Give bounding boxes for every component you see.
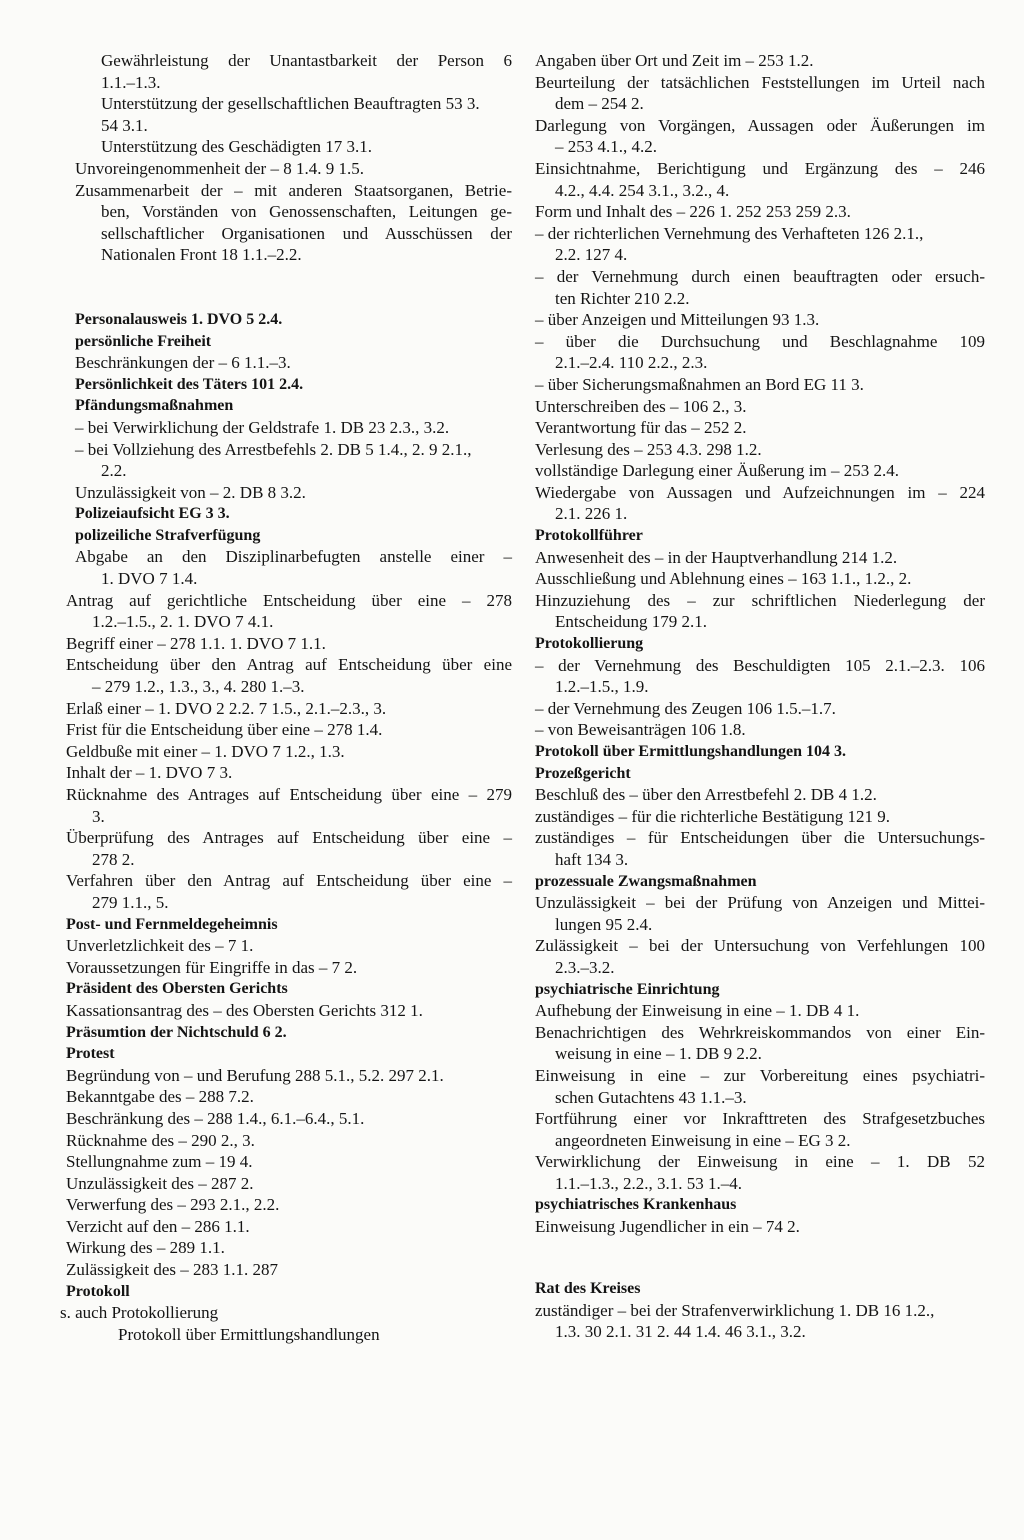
index-entry-line: Hinzuziehung des – zur schriftlichen Niederlegung der bbox=[535, 590, 985, 610]
index-entry-line: Verlesung des – 253 4.3. 298 1.2. bbox=[535, 439, 762, 459]
index-entry-line: 1.3. 30 2.1. 31 2. 44 1.4. 46 3.1., 3.2. bbox=[555, 1322, 806, 1342]
index-heading: psychiatrisches Krankenhaus bbox=[535, 1196, 737, 1214]
index-entry-line: Begründung von – und Berufung 288 5.1., 5.2. 297 2.1. bbox=[66, 1065, 444, 1085]
index-entry-line: 278 2. bbox=[92, 849, 135, 869]
index-heading: Präsident des Obersten Gerichts bbox=[66, 980, 288, 998]
index-entry-line: Unterstützung der gesellschaftlichen Beauftragten 53 3. bbox=[101, 94, 480, 114]
spacer bbox=[535, 1257, 985, 1279]
index-entry-line: ben, Vorständen von Genossenschaften, Leitungen ge- bbox=[101, 202, 512, 222]
index-entry-line: Beschluß des – über den Arrestbefehl 2. DB 4 1.2. bbox=[535, 785, 877, 805]
index-entry-line: Darlegung von Vorgängen, Aussagen oder Äußerungen im bbox=[535, 115, 985, 135]
index-entry-line: Einsichtnahme, Berichtigung und Ergänzung des – 246 bbox=[535, 158, 985, 178]
index-entry-line: 2.1.–2.4. 110 2.2., 2.3. bbox=[555, 353, 708, 373]
index-entry-line: – der Vernehmung des Beschuldigten 105 2.1.–2.3. 106 bbox=[535, 655, 985, 675]
index-entry-line: Wiedergabe von Aussagen und Aufzeichnungen im – 224 bbox=[535, 482, 985, 502]
left-column bbox=[60, 50, 512, 1345]
index-entry-line: Voraussetzungen für Eingriffe in das – 7 2. bbox=[66, 957, 358, 977]
index-entry-line: vollständige Darlegung einer Äußerung im – 253 2.4. bbox=[535, 461, 900, 481]
index-entry-line: Beschränkungen der – 6 1.1.–3. bbox=[75, 353, 291, 373]
index-entry-line: schen Gutachtens 43 1.1.–3. bbox=[555, 1087, 747, 1107]
index-entry-line: dem – 254 2. bbox=[555, 94, 644, 114]
index-entry-line: 1.2.–1.5., 2. 1. DVO 7 4.1. bbox=[92, 612, 274, 632]
index-heading: Protokoll über Ermittlungshandlungen 104 3. bbox=[535, 743, 847, 760]
index-entry-line: – über die Durchsuchung und Beschlagnahme 109 bbox=[535, 331, 985, 351]
index-entry-line: – über Sicherungsmaßnahmen an Bord EG 11 3. bbox=[535, 374, 864, 394]
index-entry-line: Gewährleistung der Unantastbarkeit der Person 6 bbox=[101, 51, 512, 70]
index-entry-line: – 253 4.1., 4.2. bbox=[555, 137, 657, 157]
index-entry-line: Form und Inhalt des – 226 1. 252 253 259 2.3. bbox=[535, 202, 851, 222]
index-heading: Post- und Fernmeldegeheimnis bbox=[66, 915, 278, 933]
index-entry-line: Geldbuße mit einer – 1. DVO 7 1.2., 1.3. bbox=[66, 741, 345, 761]
index-entry-line: Ausschließung und Ablehnung eines – 163 1.1., 1.2., 2. bbox=[535, 569, 912, 589]
index-entry-line: Unzulässigkeit des – 287 2. bbox=[66, 1173, 254, 1193]
index-entry-line: 1.1.–1.3., 2.2., 3.1. 53 1.–4. bbox=[555, 1173, 742, 1193]
index-entry-line: Begriff einer – 278 1.1. 1. DVO 7 1.1. bbox=[66, 633, 326, 653]
index-entry-line: Frist für die Entscheidung über eine – 278 1.4. bbox=[66, 720, 383, 740]
index-entry-line: Unterstützung des Geschädigten 17 3.1. bbox=[101, 137, 372, 157]
index-entry-line: 2.3.–3.2. bbox=[555, 957, 615, 977]
index-heading: Präsumtion der Nichtschuld 6 2. bbox=[66, 1023, 287, 1041]
index-heading: Protokollierung bbox=[535, 635, 644, 653]
index-entry-line: Zulässigkeit des – 283 1.1. 287 bbox=[66, 1260, 279, 1280]
index-entry-line: Aufhebung der Einweisung in eine – 1. DB 4 1. bbox=[535, 1001, 860, 1021]
index-entry-line: Angaben über Ort und Zeit im – 253 1.2. bbox=[535, 51, 814, 70]
index-entry-line: sellschaftlicher Organisationen und Ausschüssen der bbox=[101, 223, 512, 243]
index-entry-line: Verwerfung des – 293 2.1., 2.2. bbox=[66, 1195, 280, 1215]
index-entry-line: Unverletzlichkeit des – 7 1. bbox=[66, 936, 254, 956]
index-entry-line: 1.1.–1.3. bbox=[101, 72, 161, 92]
index-entry-line: Bekanntgabe des – 288 7.2. bbox=[66, 1087, 254, 1107]
index-entry-line: Fortführung einer vor Inkrafttreten des Strafgesetzbuches bbox=[535, 1109, 985, 1129]
index-entry-line: – der Vernehmung des Zeugen 106 1.5.–1.7. bbox=[535, 698, 836, 718]
index-heading: Polizeiaufsicht EG 3 3. bbox=[75, 505, 230, 523]
index-entry-line: Überprüfung des Antrages auf Entscheidung über eine – bbox=[66, 828, 512, 848]
index-entry-line: Antrag auf gerichtliche Entscheidung über eine – 278 bbox=[66, 590, 512, 610]
index-heading: Protokollführer bbox=[535, 527, 643, 545]
index-entry-line: Entscheidung 179 2.1. bbox=[555, 612, 708, 632]
index-entry-line: 2.1. 226 1. bbox=[555, 504, 628, 524]
index-entry-line: 2.2. bbox=[101, 461, 127, 481]
index-entry-line: Verantwortung für das – 252 2. bbox=[535, 418, 747, 438]
index-entry-line: 54 3.1. bbox=[101, 115, 148, 135]
index-entry-line: – 279 1.2., 1.3., 3., 4. 280 1.–3. bbox=[92, 677, 305, 697]
index-entry-line: Verzicht auf den – 286 1.1. bbox=[66, 1216, 250, 1236]
index-entry-line: Benachrichtigen des Wehrkreiskommandos von einer Ein- bbox=[535, 1022, 985, 1042]
index-entry-line: zuständiges – für die richterliche Bestätigung 121 9. bbox=[535, 806, 891, 826]
index-heading: Protest bbox=[66, 1045, 115, 1063]
index-heading: Rat des Kreises bbox=[535, 1280, 641, 1298]
index-entry-line: zuständiges – für Entscheidungen über die Untersuchungs- bbox=[535, 828, 985, 848]
index-entry-line: Protokoll über Ermittlungshandlungen bbox=[118, 1324, 380, 1344]
index-entry-line: Einweisung Jugendlicher in ein – 74 2. bbox=[535, 1217, 800, 1237]
index-entry-line: Kassationsantrag des – des Obersten Gerichts 312 1. bbox=[66, 1000, 423, 1020]
index-entry-line: 4.2., 4.4. 254 3.1., 3.2., 4. bbox=[555, 180, 730, 200]
index-heading: Prozeßgericht bbox=[535, 764, 631, 782]
index-entry-line: Einweisung in eine – zur Vorbereitung eines psychiatri- bbox=[535, 1065, 985, 1085]
index-entry-line: – der richterlichen Vernehmung des Verhafteten 126 2.1., bbox=[535, 223, 924, 243]
index-heading: Persönlichkeit des Täters 101 2.4. bbox=[75, 375, 304, 393]
index-entry-line: zuständiger – bei der Strafenverwirklichung 1. DB 16 1.2., bbox=[535, 1300, 935, 1320]
index-entry-line: 279 1.1., 5. bbox=[92, 892, 169, 912]
index-entry-line: Rücknahme des – 290 2., 3. bbox=[66, 1130, 255, 1150]
index-entry-line: Unterschreiben des – 106 2., 3. bbox=[535, 396, 747, 416]
index-entry-line: Nationalen Front 18 1.1.–2.2. bbox=[101, 245, 302, 265]
index-entry-line: Beschränkung des – 288 1.4., 6.1.–6.4., 5.1. bbox=[66, 1108, 365, 1128]
index-entry-line: Verfahren über den Antrag auf Entscheidung über eine – bbox=[66, 871, 512, 891]
index-entry-line: s. auch Protokollierung bbox=[60, 1303, 219, 1323]
spacer bbox=[535, 1238, 985, 1257]
index-entry-line: Zulässigkeit – bei der Untersuchung von Verfehlungen 100 bbox=[535, 936, 985, 956]
index-entry-line: angeordneten Einweisung in eine – EG 3 2. bbox=[555, 1130, 851, 1150]
index-entry-line: haft 134 3. bbox=[555, 849, 629, 869]
index-entry-line: Entscheidung über den Antrag auf Entscheidung über eine bbox=[66, 655, 512, 675]
index-entry-line: 2.2. 127 4. bbox=[555, 245, 628, 265]
index-entry-line: Erlaß einer – 1. DVO 2 2.2. 7 1.5., 2.1.–2.3., 3. bbox=[66, 698, 387, 718]
index-entry-line: 3. bbox=[92, 806, 105, 826]
index-entry-line: Wirkung des – 289 1.1. bbox=[66, 1238, 225, 1258]
index-entry-line: Abgabe an den Disziplinarbefugten anstelle einer – bbox=[75, 547, 512, 567]
index-entry-line: – bei Vollziehung des Arrestbefehls 2. DB 5 1.4., 2. 9 2.1., bbox=[75, 439, 472, 459]
index-entry-line: – bei Verwirklichung der Geldstrafe 1. DB 23 2.3., 3.2. bbox=[75, 417, 450, 437]
index-entry-line: – der Vernehmung durch einen beauftragten oder ersuch- bbox=[535, 266, 985, 286]
index-heading: persönliche Freiheit bbox=[75, 332, 212, 350]
index-heading: polizeiliche Strafverfügung bbox=[75, 526, 261, 544]
index-entry-line: – von Beweisanträgen 106 1.8. bbox=[535, 720, 746, 740]
index-entry-line: Inhalt der – 1. DVO 7 3. bbox=[66, 763, 233, 783]
index-entry-line: ten Richter 210 2.2. bbox=[555, 288, 690, 308]
index-entry-line: 1.2.–1.5., 1.9. bbox=[555, 677, 649, 697]
index-heading: Protokoll bbox=[66, 1282, 130, 1300]
index-entry-line: weisung in eine – 1. DB 9 2.2. bbox=[555, 1044, 762, 1064]
index-entry-line: Stellungnahme zum – 19 4. bbox=[66, 1152, 253, 1172]
index-entry-line: Anwesenheit des – in der Hauptverhandlung 214 1.2. bbox=[535, 547, 898, 567]
index-entry-line: – über Anzeigen und Mitteilungen 93 1.3. bbox=[535, 310, 820, 330]
index-entry-line: 1. DVO 7 1.4. bbox=[101, 569, 198, 589]
index-heading: Pfändungsmaßnahmen bbox=[75, 397, 234, 415]
index-entry-line: Beurteilung der tatsächlichen Feststellungen im Urteil nach bbox=[535, 72, 985, 92]
index-entry-line: Unzulässigkeit von – 2. DB 8 3.2. bbox=[75, 482, 306, 502]
right-column bbox=[535, 50, 985, 1343]
index-entry-line: Unzulässigkeit – bei der Prüfung von Anzeigen und Mittei- bbox=[535, 893, 985, 913]
index-entry-line: lungen 95 2.4. bbox=[555, 914, 653, 934]
index-heading: psychiatrische Einrichtung bbox=[535, 980, 720, 998]
index-heading: Personalausweis 1. DVO 5 2.4. bbox=[75, 310, 283, 328]
index-entry-line: Unvoreingenommenheit der – 8 1.4. 9 1.5. bbox=[75, 158, 364, 178]
index-entry-line: Verwirklichung der Einweisung in eine – 1. DB 52 bbox=[535, 1152, 985, 1172]
index-entry-line: Rücknahme des Antrages auf Entscheidung über eine – 279 bbox=[66, 785, 512, 804]
index-entry-line: Zusammenarbeit der – mit anderen Staatsorganen, Betrie- bbox=[75, 180, 512, 200]
index-heading: prozessuale Zwangsmaßnahmen bbox=[535, 872, 757, 890]
spacer bbox=[60, 266, 512, 309]
